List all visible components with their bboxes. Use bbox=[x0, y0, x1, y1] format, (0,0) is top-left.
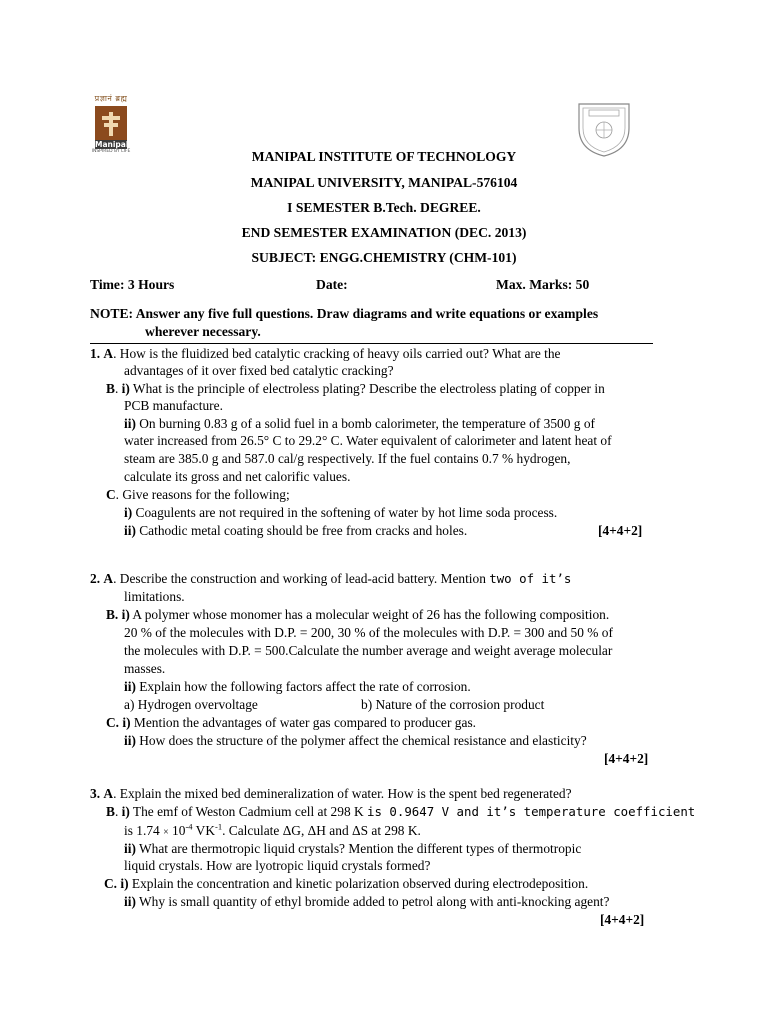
q2-part-a-line-1: 2. A. Describe the construction and working of lead-acid battery. Mention two of it’s bbox=[90, 571, 572, 586]
q3-marks: [4+4+2] bbox=[600, 912, 645, 927]
q3-part-b-i-line-2: is $1.74 \times 10^{-4}$ $VK^{-1}$. Calculate ΔG, ΔH and ΔS at 298 K. bbox=[124, 821, 421, 838]
q2-part-b-i-line-1: B. i) A polymer whose monomer has a molecular weight of 26 has the following composition. bbox=[106, 607, 610, 622]
q1-part-b-i-line-2: PCB manufacture. bbox=[124, 398, 223, 413]
q1-part-c-line-1: C. Give reasons for the following; bbox=[106, 487, 290, 502]
semester-title: I SEMESTER B.Tech. DEGREE. bbox=[287, 200, 481, 215]
max-marks: Max. Marks: 50 bbox=[496, 277, 590, 292]
exam-date: Date: bbox=[316, 277, 348, 292]
q3-part-b-ii-line-1: ii) What are thermotropic liquid crystals? Mention the different types of thermotropic bbox=[124, 841, 582, 856]
q1-marks: [4+4+2] bbox=[598, 523, 643, 538]
q1-part-c-ii: ii) Cathodic metal coating should be free from cracks and holes. bbox=[124, 523, 468, 538]
logo-hindi-motto: प्रज्ञानं ब्रह्म bbox=[94, 94, 128, 103]
q2-part-b-i-line-3: the molecules with D.P. = 500.Calculate the number average and weight average molecular bbox=[124, 643, 613, 658]
q2-part-b-i-line-2: 20 % of the molecules with D.P. = 200, 30 % of the molecules with D.P. = 300 and 50 % of bbox=[124, 625, 613, 640]
institute-title: MANIPAL INSTITUTE OF TECHNOLOGY bbox=[251, 149, 517, 164]
q2-factor-a: a) Hydrogen overvoltage bbox=[124, 697, 258, 712]
q3-part-b-i-line-1: B. i) The emf of Weston Cadmium cell at 298 K is 0.9647 V and it’s temperature coefficient bbox=[106, 804, 696, 819]
q2-part-c-i: C. i) Mention the advantages of water gas compared to producer gas. bbox=[106, 715, 477, 730]
q1-part-c-i: i) Coagulents are not required in the softening of water by hot lime soda process. bbox=[124, 505, 558, 520]
exam-time: Time: 3 Hours bbox=[90, 277, 175, 292]
q1-part-b-ii-line-4: calculate its gross and net calorific values. bbox=[124, 469, 351, 484]
manipal-logo bbox=[90, 94, 132, 155]
logo-tagline: INSPIRED BY LIFE bbox=[91, 149, 131, 154]
q1-part-b-i-line-1: B. i) What is the principle of electroless plating? Describe the electroless plating of copper in bbox=[106, 381, 605, 396]
exam-title: END SEMESTER EXAMINATION (DEC. 2013) bbox=[241, 225, 527, 240]
q1-part-b-ii-line-2: water increased from 26.5° C to 29.2° C. Water equivalent of calorimeter and latent heat of bbox=[124, 433, 612, 448]
q3-part-c-ii: ii) Why is small quantity of ethyl bromide added to petrol along with anti-knocking agent? bbox=[124, 894, 610, 909]
q3-part-b-ii-line-2: liquid crystals. How are lyotropic liquid crystals formed? bbox=[124, 858, 431, 873]
logo-emblem bbox=[95, 106, 127, 140]
q2-factor-b: b) Nature of the corrosion product bbox=[361, 697, 545, 712]
q2-part-a-line-2: limitations. bbox=[124, 589, 185, 604]
subject-title: SUBJECT: ENGG.CHEMISTRY (CHM-101) bbox=[251, 250, 517, 265]
logo-wordmark: Manipal bbox=[95, 140, 129, 149]
q2-part-c-ii: ii) How does the structure of the polymer affect the chemical resistance and elasticity? bbox=[124, 733, 587, 748]
university-title: MANIPAL UNIVERSITY, MANIPAL-576104 bbox=[250, 175, 518, 190]
q2-part-b-ii-line-1: ii) Explain how the following factors affect the rate of corrosion. bbox=[124, 679, 471, 694]
q2-marks: [4+4+2] bbox=[604, 751, 649, 766]
q1-part-b-ii-line-1: ii) On burning 0.83 g of a solid fuel in a bomb calorimeter, the temperature of 3500 g of bbox=[124, 416, 595, 431]
note-line-1: NOTE: Answer any five full questions. Draw diagrams and write equations or examples bbox=[90, 306, 599, 321]
q3-part-a: 3. A. Explain the mixed bed demineralization of water. How is the spent bed regenerated? bbox=[90, 786, 572, 801]
header-divider bbox=[90, 343, 653, 344]
note-line-2: wherever necessary. bbox=[145, 324, 261, 339]
q1-part-b-ii-line-3: steam are 385.0 g and 587.0 cal/g respectively. If the fuel contains 0.7 % hydrogen, bbox=[124, 451, 571, 466]
q1-part-a-line-1: 1. A. How is the fluidized bed catalytic cracking of heavy oils carried out? What are the bbox=[90, 346, 561, 361]
q2-part-b-i-line-4: masses. bbox=[124, 661, 166, 676]
q1-part-a-line-2: advantages of it over fixed bed catalytic cracking? bbox=[124, 363, 394, 378]
q3-part-c-i: C. i) Explain the concentration and kinetic polarization observed during electrodeposition. bbox=[104, 876, 589, 891]
